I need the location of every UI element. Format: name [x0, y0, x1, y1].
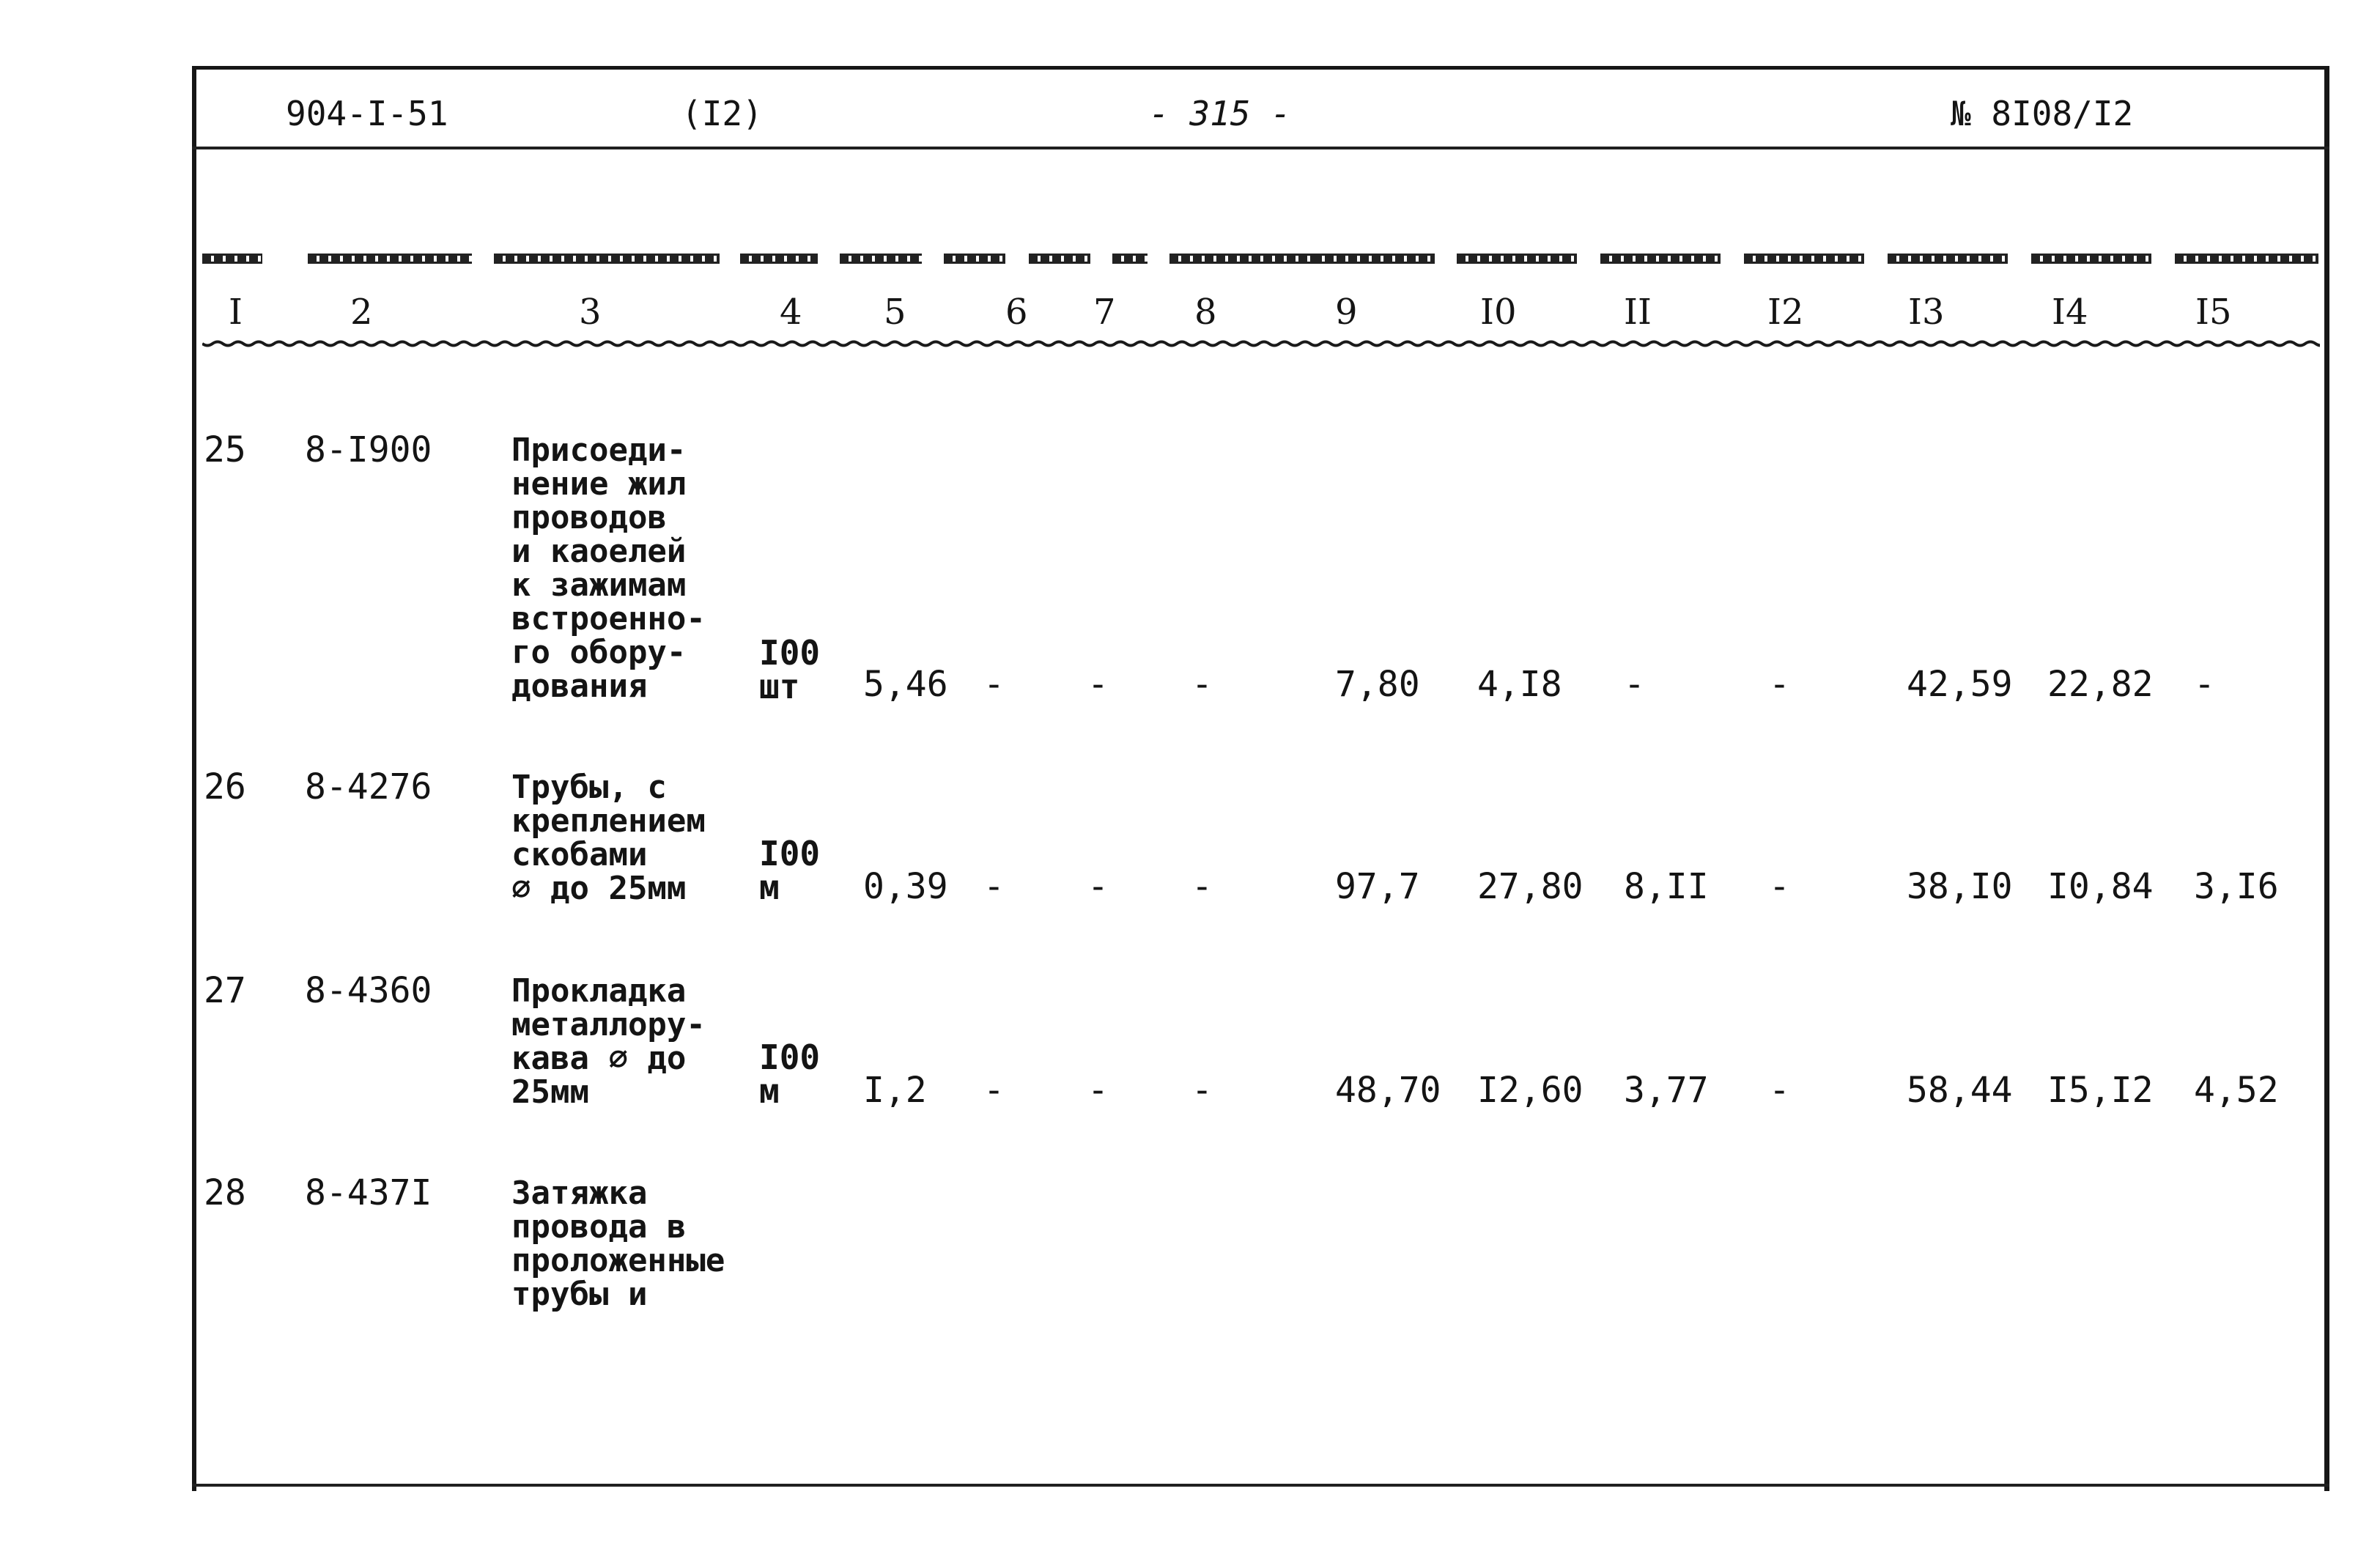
cell-col14: I5,I2 [2047, 1070, 2154, 1111]
column-number-11: II [1624, 292, 1652, 333]
cell-col6: - [983, 1070, 1005, 1111]
header-rule [192, 147, 2329, 149]
column-number-10: I0 [1480, 292, 1517, 333]
page-number: - 315 - [1149, 94, 1291, 133]
cell-col10: 27,80 [1477, 866, 1583, 907]
cell-col11: - [1624, 664, 1645, 705]
row-description: Прокладка металлору- кава ∅ до 25мм [511, 972, 706, 1111]
column-number-9: 9 [1335, 292, 1358, 333]
column-dash-rule [202, 254, 2320, 267]
cell-col5: 5,46 [863, 664, 948, 705]
column-number-1: I [229, 292, 243, 333]
cell-col7: - [1087, 866, 1109, 907]
cell-col8: - [1191, 664, 1213, 705]
cell-col5: I,2 [863, 1070, 927, 1111]
row-number: 27 [204, 970, 246, 1011]
cell-col10: 4,I8 [1477, 664, 1562, 705]
bottom-rule [192, 1484, 2329, 1487]
row-code: 8-I900 [305, 429, 432, 470]
top-rule [192, 66, 2329, 70]
column-number-14: I4 [2052, 292, 2088, 333]
left-border [192, 66, 196, 1491]
cell-col7: - [1087, 664, 1109, 705]
row-description: Присоеди- нение жил проводов и каоелей к зажимам встроенно- го обору- дования [511, 432, 706, 705]
cell-col8: - [1191, 866, 1213, 907]
row-unit: I00 м [759, 834, 821, 907]
cell-col14: 22,82 [2047, 664, 2154, 705]
row-code: 8-4360 [305, 970, 432, 1011]
cell-col11: 3,77 [1624, 1070, 1709, 1111]
row-number: 26 [204, 766, 246, 807]
column-number-15: I5 [2195, 292, 2232, 333]
row-unit: I00 шт [759, 633, 821, 706]
cell-col15: 4,52 [2194, 1070, 2279, 1111]
cell-col9: 7,80 [1335, 664, 1420, 705]
cell-col14: I0,84 [2047, 866, 2154, 907]
row-code: 8-4276 [305, 766, 432, 807]
cell-col6: - [983, 664, 1005, 705]
cell-col12: - [1769, 1070, 1790, 1111]
column-number-2: 2 [350, 292, 373, 333]
column-number-13: I3 [1908, 292, 1945, 333]
row-unit: I00 м [759, 1038, 821, 1111]
cell-col13: 38,I0 [1907, 866, 2013, 907]
row-description: Трубы, с креплением скобами ∅ до 25мм [511, 769, 706, 907]
cell-col6: - [983, 866, 1005, 907]
right-border [2324, 66, 2329, 1491]
column-number-3: 3 [579, 292, 602, 333]
cell-col7: - [1087, 1070, 1109, 1111]
cell-col9: 48,70 [1335, 1070, 1441, 1111]
row-code: 8-437I [305, 1172, 432, 1213]
cell-col15: - [2194, 664, 2215, 705]
part-number: (I2) [681, 94, 763, 133]
cell-col13: 58,44 [1907, 1070, 2013, 1111]
cell-col10: I2,60 [1477, 1070, 1583, 1111]
wavy-header-underline [202, 339, 2320, 349]
cell-col12: - [1769, 866, 1790, 907]
cell-col15: 3,I6 [2194, 866, 2279, 907]
cell-col5: 0,39 [863, 866, 948, 907]
column-number-6: 6 [1005, 292, 1028, 333]
cell-col9: 97,7 [1335, 866, 1420, 907]
column-number-8: 8 [1194, 292, 1217, 333]
column-number-7: 7 [1093, 292, 1116, 333]
series-number: 904-I-51 [286, 94, 448, 133]
column-number-12: I2 [1767, 292, 1804, 333]
row-number: 28 [204, 1172, 246, 1213]
row-number: 25 [204, 429, 246, 470]
row-description: Затяжка провода в проложенные трубы и [511, 1175, 725, 1313]
cell-col13: 42,59 [1907, 664, 2013, 705]
column-number-5: 5 [884, 292, 906, 333]
column-number-4: 4 [780, 292, 802, 333]
cell-col11: 8,II [1624, 866, 1709, 907]
cell-col12: - [1769, 664, 1790, 705]
document-number: № 8I08/I2 [1951, 94, 2134, 133]
cell-col8: - [1191, 1070, 1213, 1111]
